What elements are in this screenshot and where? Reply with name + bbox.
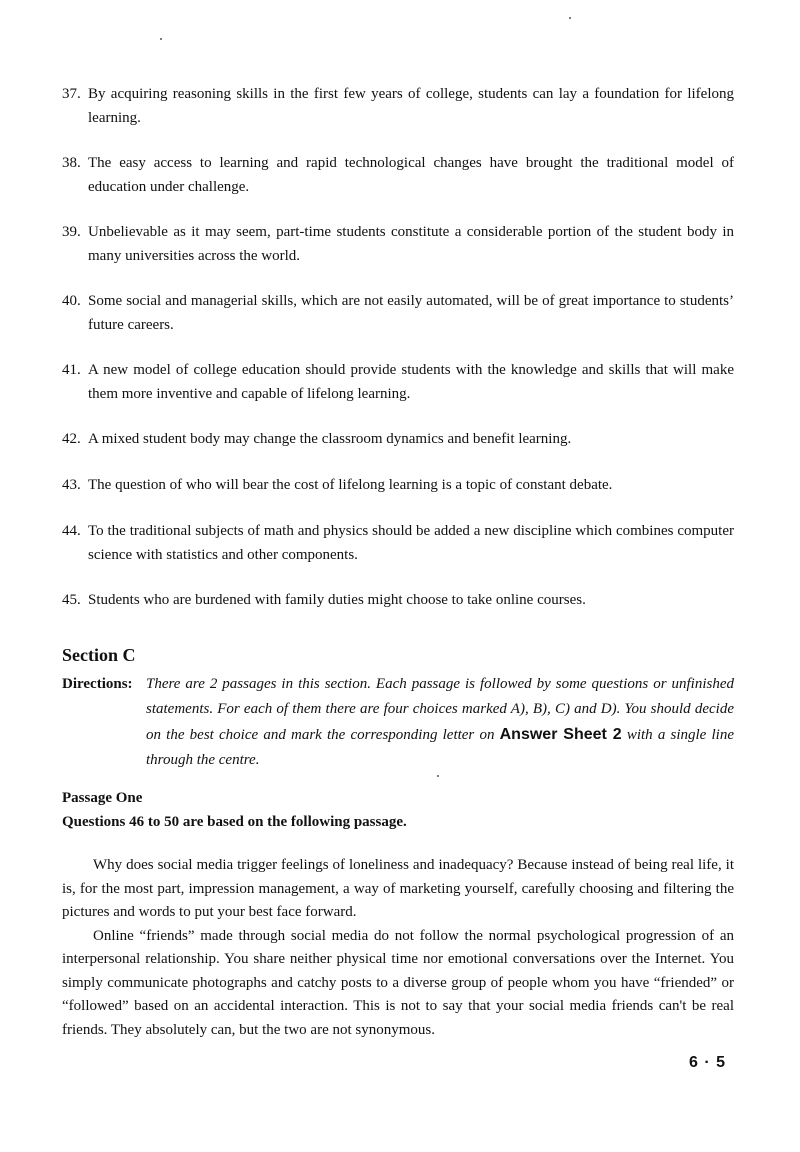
- statement-number: 45.: [62, 592, 81, 608]
- statement-item: [62, 151, 734, 199]
- statement-number: 38.: [62, 155, 81, 171]
- section-title: Section C: [62, 645, 136, 665]
- statement-number: 37.: [62, 86, 81, 102]
- statement-text: A mixed student body may change the classroom dynamics and benefit learning.: [88, 431, 572, 447]
- statement-number: 39.: [62, 224, 81, 240]
- section-c: [62, 644, 734, 773]
- directions: [62, 672, 734, 773]
- statement-number: 43.: [62, 477, 81, 493]
- passage-title: Passage One: [62, 790, 143, 806]
- statement-item: [62, 289, 734, 337]
- statement-item: [62, 519, 734, 567]
- statement-number: 40.: [62, 293, 81, 309]
- statement-number: 44.: [62, 523, 81, 539]
- directions-text: [146, 672, 734, 773]
- statement-text: By acquiring reasoning skills in the first few years of college, students can lay a foundation for lifelong learning.: [88, 86, 734, 126]
- statement-text: The question of who will bear the cost of lifelong learning is a topic of constant debate.: [88, 477, 613, 493]
- statement-list: [62, 82, 734, 633]
- statement-item: [62, 427, 734, 451]
- statement-number: 41.: [62, 362, 81, 378]
- page-number: 6 · 5: [688, 1054, 726, 1071]
- statement-text: A new model of college education should provide students with the knowledge and skills that will make them more inventive and capable of lifelong learning.: [88, 362, 734, 402]
- scan-speck: [437, 775, 439, 777]
- directions-label: Directions:: [62, 676, 133, 692]
- statement-text: Students who are burdened with family duties might choose to take online courses.: [88, 592, 586, 608]
- statement-item: [62, 473, 734, 497]
- directions-text-before: There are 2 passages in this section. Each passage is followed by some questions or unfinished statements. For each of them there are four choices marked A), B), C) and D). You should decide on the best choice and mark the corresponding letter on: [146, 676, 734, 743]
- statement-text: The easy access to learning and rapid technological changes have brought the traditional model of education under challenge.: [88, 155, 734, 195]
- statement-item: [62, 358, 734, 406]
- passage-paragraph: Why does social media trigger feelings of loneliness and inadequacy? Because instead of being real life, it is, for the most part, impression management, a way of marketing yourself, carefully choosing and filtering the pictures and words to put your best face forward.: [62, 857, 734, 920]
- statement-item: [62, 588, 734, 612]
- passage-body: [62, 854, 734, 1042]
- statement-item: [62, 82, 734, 130]
- statement-text: Some social and managerial skills, which are not easily automated, will be of great importance to students’ future careers.: [88, 293, 734, 333]
- passage-heading: [62, 786, 734, 834]
- statement-text: To the traditional subjects of math and physics should be added a new discipline which combines computer science with statistics and other components.: [88, 523, 734, 563]
- answer-sheet-emphasis: Answer Sheet 2: [499, 726, 622, 743]
- scan-speck: [160, 38, 162, 40]
- passage-subtitle: Questions 46 to 50 are based on the following passage.: [62, 814, 407, 830]
- passage-paragraph: Online “friends” made through social media do not follow the normal psychological progression of an interpersonal relationship. You share neither physical time nor emotional conversations over the Internet. You simply communicate photographs and catchy posts to a diverse group of people whom you have “friended” or “followed” based on an accidental interaction. This is not to say that your social media friends can't be real friends. They absolutely can, but the two are not synonymous.: [62, 927, 734, 1038]
- scan-speck: [569, 17, 571, 19]
- statement-number: 42.: [62, 431, 81, 447]
- statement-text: Unbelievable as it may seem, part-time students constitute a considerable portion of the student body in many universities across the world.: [88, 224, 734, 264]
- directions-text-after: with a single line through the centre.: [146, 727, 735, 768]
- statement-item: [62, 220, 734, 268]
